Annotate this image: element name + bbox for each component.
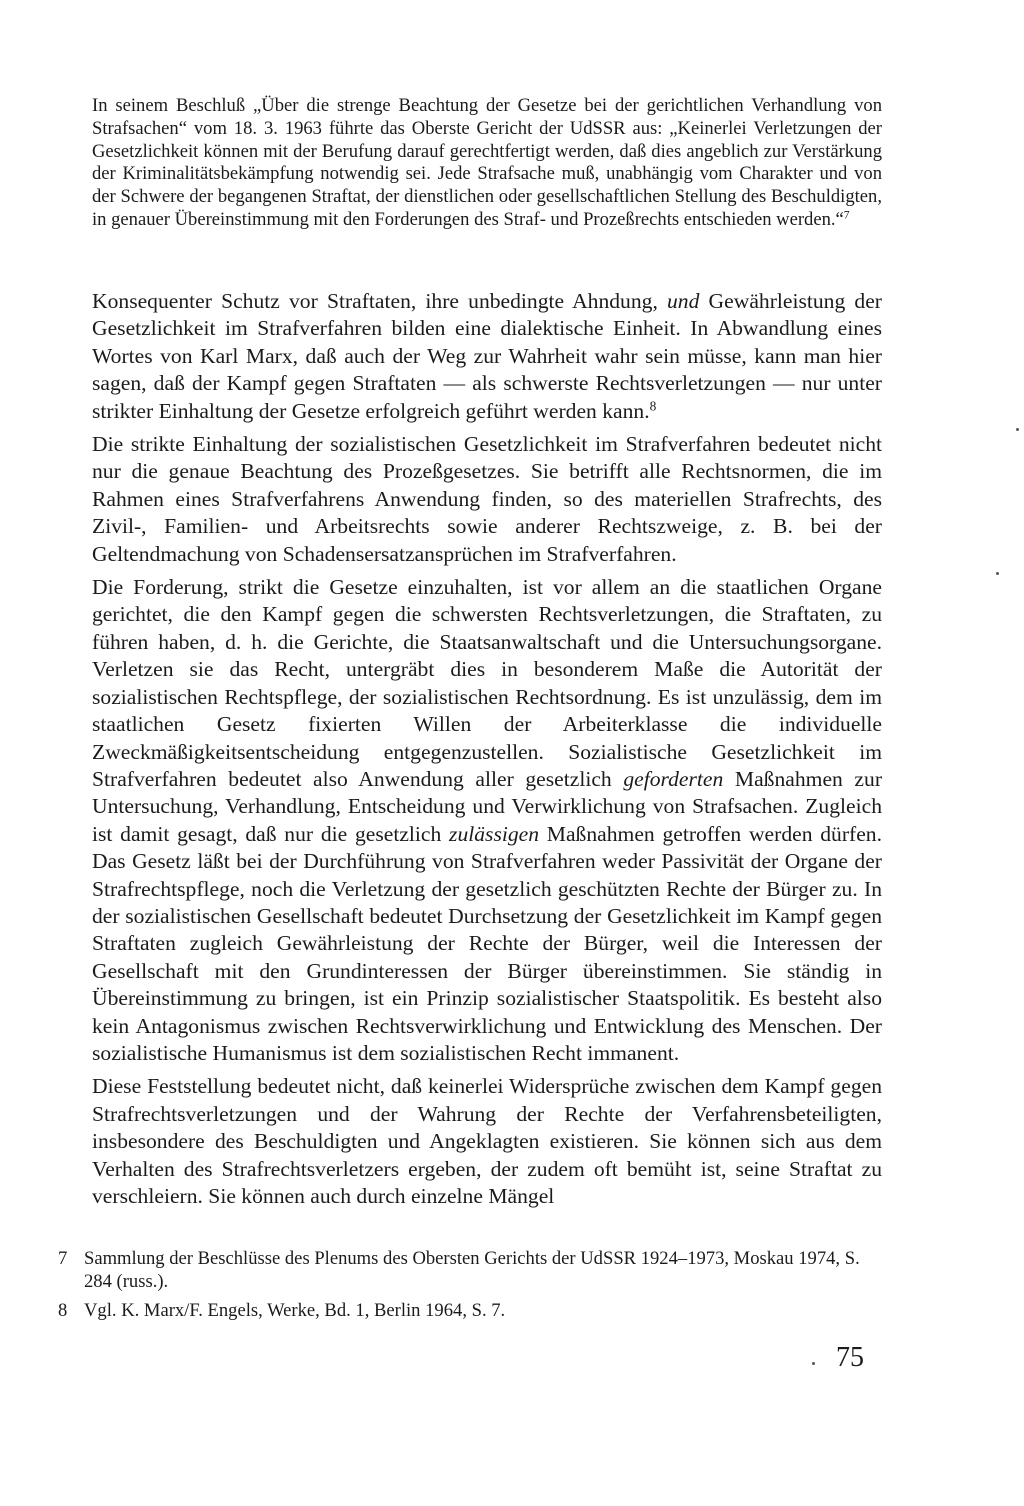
footnote-8 — [58, 1300, 888, 1323]
footnote-number: 8 — [58, 1299, 68, 1321]
footnote-text: Sammlung der Beschlüsse des Plenums des Obersten Gerichts der UdSSR 1924–1973, Moskau 1974, S. 284 (russ.). — [84, 1248, 860, 1292]
paragraph-1-part-b: Gewährleistung der Gesetzlichkeit im Strafverfahren bilden eine dialektische Einheit. In Abwandlung eines Wortes von Karl Marx, daß auch der Weg zur Wahrheit wahr sein müsse, kann man hier sagen, daß der Kampf gegen Straftaten — als schwerste Rechtsverletzungen — nur unter strikter Einhaltung der Gesetze erfolgreich geführt werden kann. — [92, 289, 882, 423]
scan-speck — [996, 572, 999, 575]
paragraph-1-emphasis: und — [667, 289, 700, 313]
quote-text: In seinem Beschluß „Über die strenge Beachtung der Gesetze bei der gerichtlichen Verhandlung von Strafsachen“ vom 18. 3. 1963 führte das Oberste Gericht der UdSSR aus: „Keinerlei Verletzungen der Gesetzlichkeit können mit der Berufung darauf gerechtfertigt werden, daß dies angeblich zur Verstärkung der Kriminalitätsbekämpfung notwendig sei. Jede Strafsache muß, unabhängig vom Charakter und von der Schwere der begangenen Straftat, der dienstlichen oder gesellschaftlichen Stellung des Beschuldigten, in genauer Übereinstimmung mit den Forderungen des Straf- und Prozeßrechts entschieden werden.“ — [92, 95, 882, 230]
footnote-ref-8: 8 — [649, 398, 657, 414]
paragraph-2: Die strikte Einhaltung der sozialistischen Gesetzlichkeit im Strafverfahren bedeutet nicht nur die genaue Beachtung des Prozeßgesetzes. Sie betrifft alle Rechtsnormen, die im Rahmen eines Strafverfahrens Anwendung finden, so des materiellen Strafrechts, des Zivil-, Familien- und Arbeitsrechts sowie anderer Rechtszweige, z. B. bei der Geltendmachung von Schadensersatzansprüchen im Strafverfahren. — [92, 432, 882, 566]
page-number: 75 — [836, 1342, 864, 1373]
paragraph-1 — [92, 288, 882, 425]
paragraph-3-part-b: Maßnahmen zur Untersuchung, Verhandlung, Entscheidung und Verwirklichung von Strafsachen. Zugleich ist damit gesagt, daß nur die gesetzlich — [92, 766, 883, 846]
quote-block — [92, 95, 882, 232]
paragraph-1-part-a: Konsequenter Schutz vor Straftaten, ihre unbedingte Ahndung, — [92, 289, 667, 313]
paragraph-3-emphasis-1: geforderten — [623, 766, 724, 791]
paragraph-3-part-a: Die Forderung, strikt die Gesetze einzuhalten, ist vor allem an die staatlichen Organe gerichtet, die den Kampf gegen die schwersten Rechtsverletzungen, die Straftaten, zu führen haben, d. h. die Gerichte, die Staatsanwaltschaft und die Untersuchungsorgane. Verletzen sie das Recht, untergräbt dies in besonderem Maße die Autorität der sozialistischen Rechtspflege, der sozialistischen Rechtsordnung. Es ist unzulässig, dem im staatlichen Gesetz fixierten Willen der Arbeiterklasse die individuelle Zweckmäßigkeitsentscheidung entgegenzustellen. Sozialistische Gesetzlichkeit im Strafverfahren bedeutet also Anwendung aller gesetzlich — [92, 575, 882, 791]
footnotes — [58, 1248, 888, 1328]
scan-speck — [1016, 428, 1019, 431]
paragraph-4: Diese Feststellung bedeutet nicht, daß keinerlei Widersprüche zwischen dem Kampf gegen Strafrechtsverletzungen und der Wahrung der Rechte der Verfahrensbeteiligten, insbesondere des Beschuldigten und Angeklagten existieren. Sie können sich aus dem Verhalten des Strafrechtsverletzers ergeben, der zudem oft bemüht ist, seine Straftat zu verschleiern. Sie können auch durch einzelne Mängel — [92, 1074, 882, 1208]
paragraph-3-emphasis-2: zulässigen — [449, 821, 540, 846]
footnote-number: 7 — [58, 1248, 68, 1269]
paragraph-3-part-c: Maßnahmen getroffen werden dürfen. Das Gesetz läßt bei der Durchführung von Strafverfahren weder Passivität der Organe der Strafrechtspflege, noch die Verletzung der gesetzlich geschützten Rechte der Bürger zu. In der sozialistischen Gesellschaft bedeutet Durchsetzung der Gesetzlichkeit im Kampf gegen Straftaten zugleich Gewährleistung der Rechte der Bürger, weil die Interessen der Gesellschaft mit den Grundinteressen der Bürger übereinstimmen. Sie ständig in Übereinstimmung zu bringen, ist ein Prinzip sozialistischer Staatspolitik. Es besteht also kein Antagonismus zwischen Rechtsverwirklichung und Entwicklung des Menschen. Der sozialistische Humanismus ist dem sozialistischen Recht immanent. — [92, 821, 882, 1065]
footnote-ref-7: 7 — [843, 209, 850, 222]
body-text — [92, 288, 882, 1216]
footnote-7 — [58, 1248, 888, 1294]
scan-speck — [812, 1362, 815, 1365]
paragraph-3 — [92, 574, 882, 1067]
footnote-text: Vgl. K. Marx/F. Engels, Werke, Bd. 1, Berlin 1964, S. 7. — [84, 1299, 506, 1321]
